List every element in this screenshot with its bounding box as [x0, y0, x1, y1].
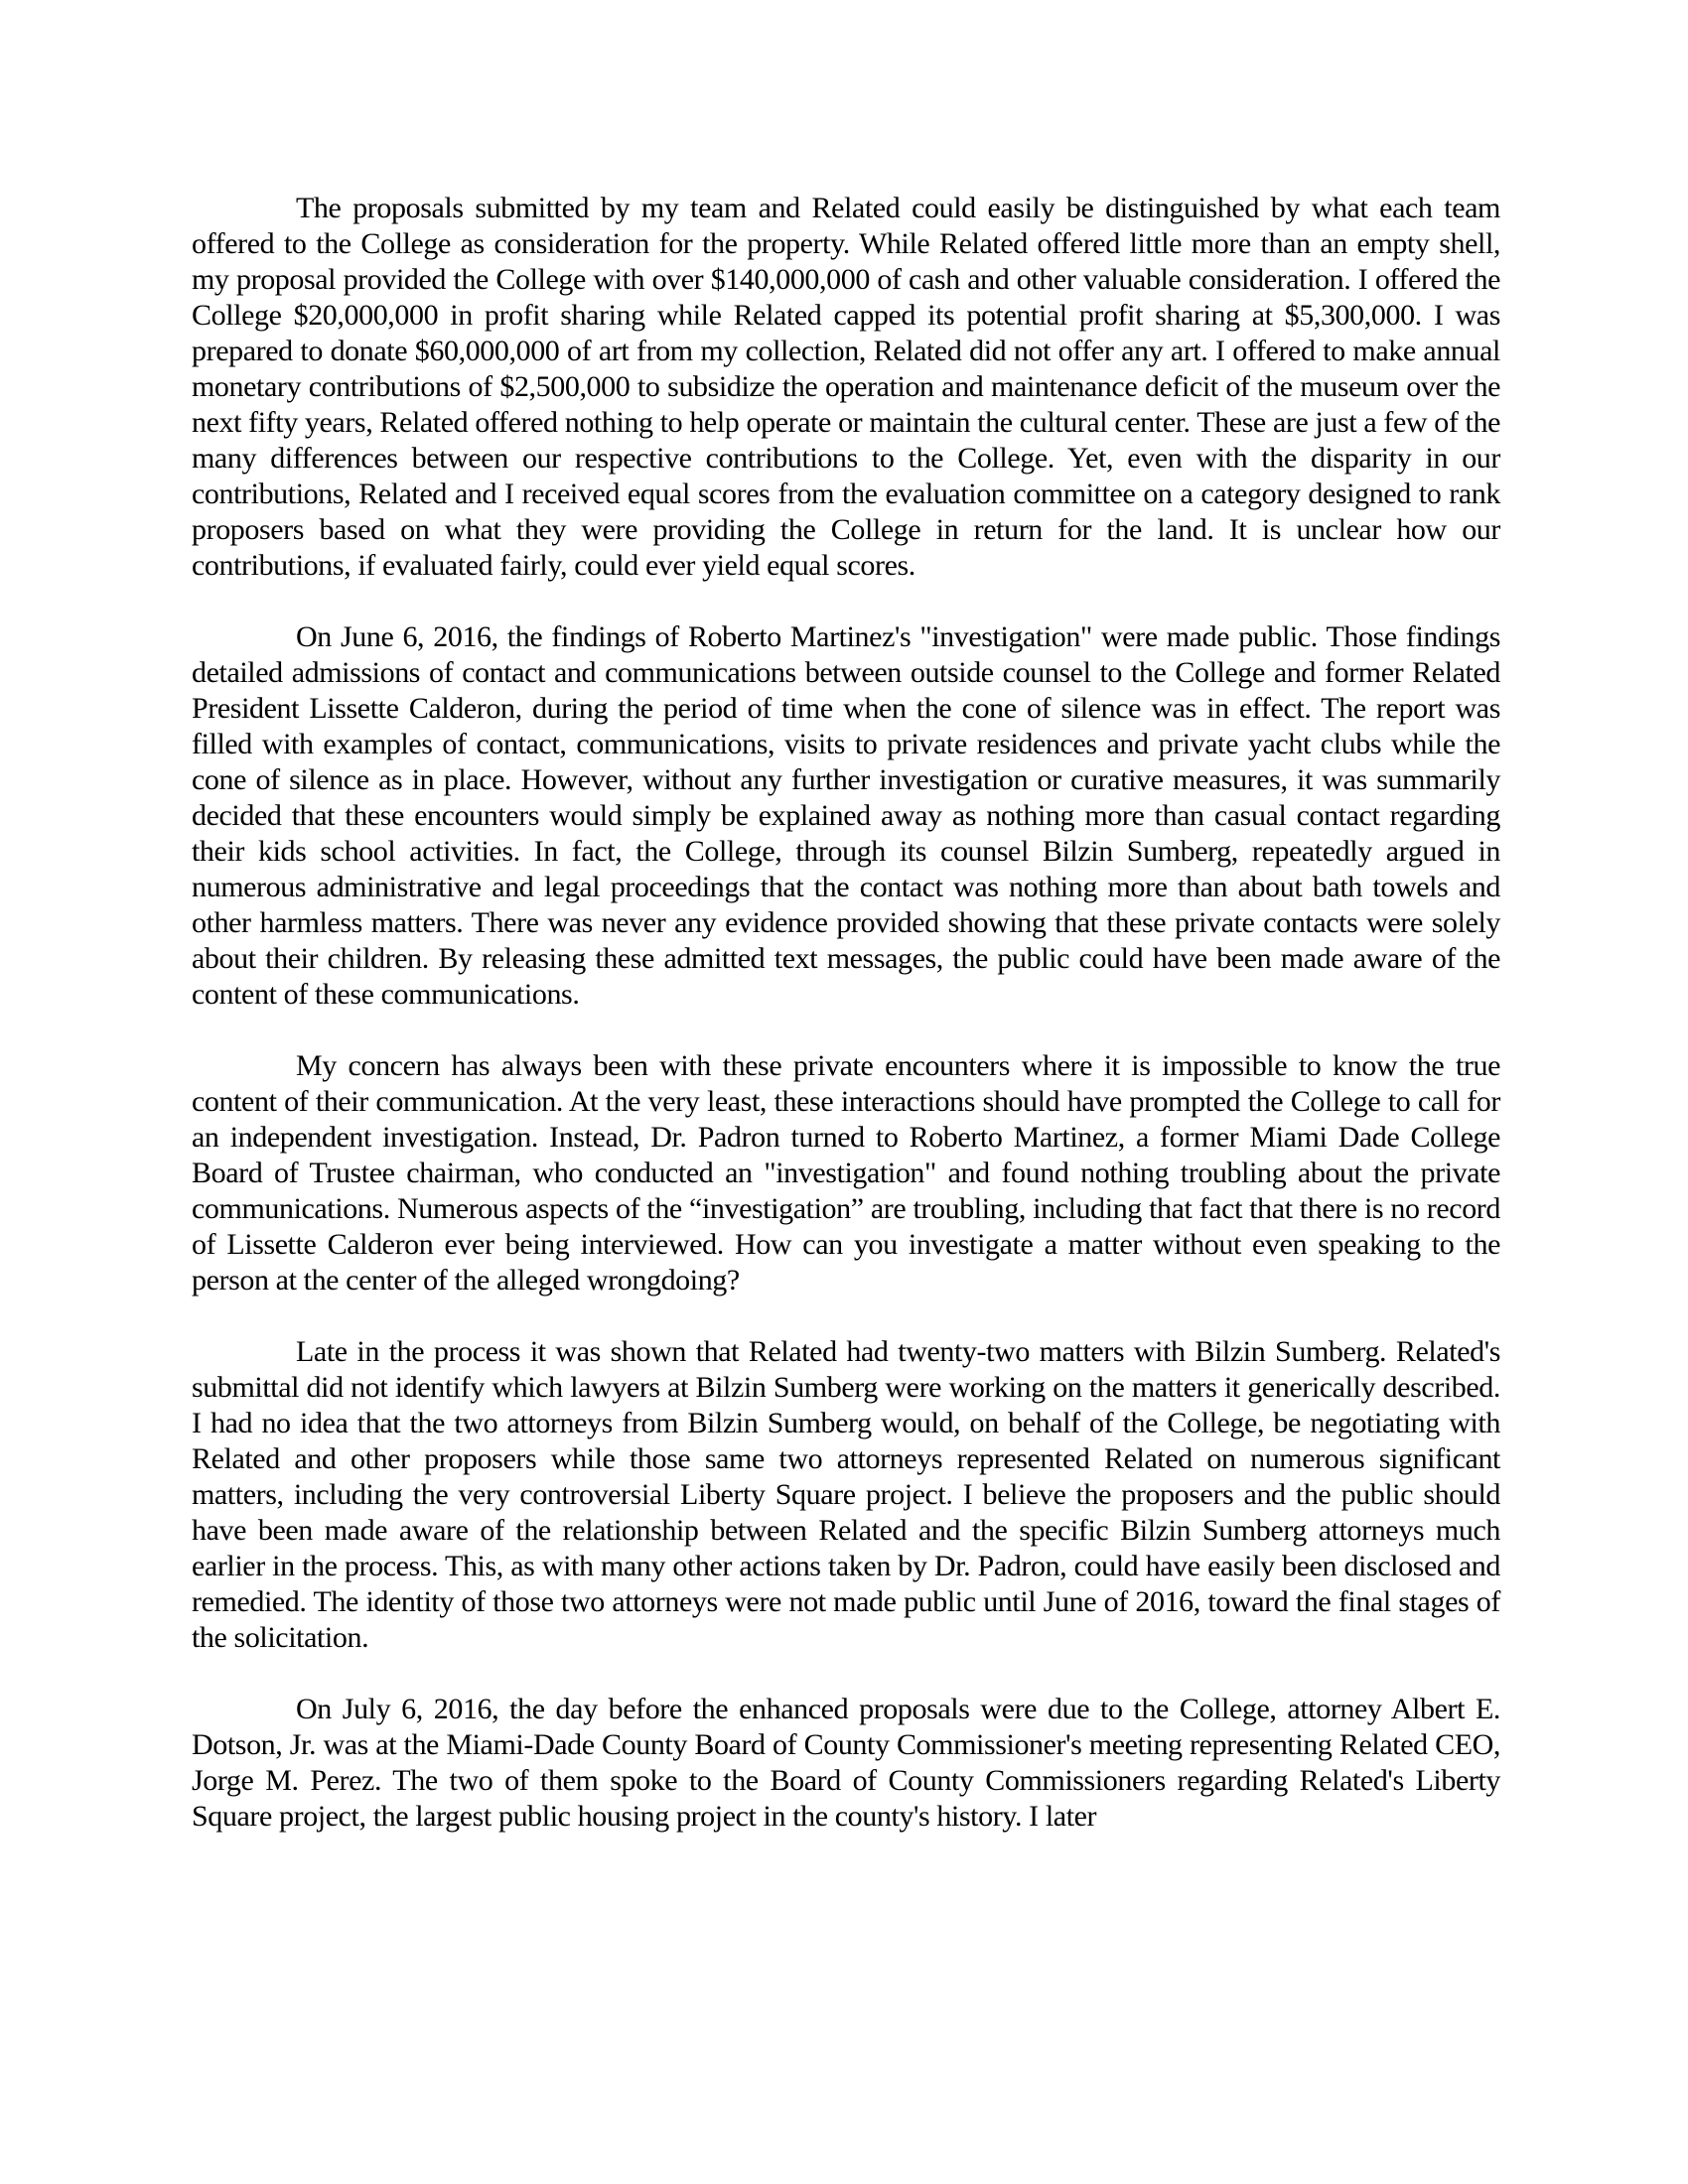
paragraph-investigation-findings: On June 6, 2016, the findings of Roberto Martinez's "investigation" were made public. Those findings detailed admissions of contact and communications between outside counsel to the College and former Related President Lissette Calderon, during the period of time when the cone of silence was in effect. The report was filled with examples of contact, communications, visits to private residences and private yacht clubs while the cone of silence as in place. However, without any further investigation or curative measures, it was summarily decided that these encounters would simply be explained away as nothing more than casual contact regarding their kids school activities. In fact, the College, through its counsel Bilzin Sumberg, repeatedly argued in numerous administrative and legal proceedings that the contact was nothing more than about bath towels and other harmless matters. There was never any evidence provided showing that these private contacts were solely about their children. By releasing these admitted text messages, the public could have been made aware of the content of these communications. — [192, 620, 1500, 1011]
paragraph-proposal-comparison: The proposals submitted by my team and Related could easily be distinguished by what each team offered to the College as consideration for the property. While Related offered little more than an empty shell, my proposal provided the College with over $140,000,000 of cash and other valuable consideration. I offered the College $20,000,000 in profit sharing while Related capped its potential profit sharing at $5,300,000. I was prepared to donate $60,000,000 of art from my collection, Related did not offer any art. I offered to make annual monetary contributions of $2,500,000 to subsidize the operation and maintenance deficit of the museum over the next fifty years, Related offered nothing to help operate or maintain the cultural center. These are just a few of the many differences between our respective contributions to the College. Yet, even with the disparity in our contributions, Related and I received equal scores from the evaluation committee on a category designed to rank proposers based on what they were providing the College in return for the land. It is unclear how our contributions, if evaluated fairly, could ever yield equal scores. — [192, 192, 1500, 582]
paragraph-private-encounters: My concern has always been with these private encounters where it is impossible to know the true content of their communication. At the very least, these interactions should have prompted the College to call for an independent investigation. Instead, Dr. Padron turned to Roberto Martinez, a former Miami Dade College Board of Trustee chairman, who conducted an "investigation" and found nothing troubling about the private communications. Numerous aspects of the “investigation” are troubling, including that fact that there is no record of Lissette Calderon ever being interviewed. How can you investigate a matter without even speaking to the person at the center of the alleged wrongdoing? — [192, 1049, 1500, 1297]
letter-body — [192, 191, 1500, 1835]
paragraph-county-commission-meeting: On July 6, 2016, the day before the enhanced proposals were due to the College, attorney Albert E. Dotson, Jr. was at the Miami-Dade County Board of County Commissioner's meeting representing Related CEO, Jorge M. Perez. The two of them spoke to the Board of County Commissioners regarding Related's Liberty Square project, the largest public housing project in the county's history. I later — [192, 1693, 1500, 1833]
paragraph-bilzin-sumberg-matters: Late in the process it was shown that Related had twenty-two matters with Bilzin Sumberg. Related's submittal did not identify which lawyers at Bilzin Sumberg were working on the matters it generically described. I had no idea that the two attorneys from Bilzin Sumberg would, on behalf of the College, be negotiating with Related and other proposers while those same two attorneys represented Related on numerous significant matters, including the very controversial Liberty Square project. I believe the proposers and the public should have been made aware of the relationship between Related and the specific Bilzin Sumberg attorneys much earlier in the process. This, as with many other actions taken by Dr. Padron, could have easily been disclosed and remedied. The identity of those two attorneys were not made public until June of 2016, toward the final stages of the solicitation. — [192, 1335, 1500, 1654]
